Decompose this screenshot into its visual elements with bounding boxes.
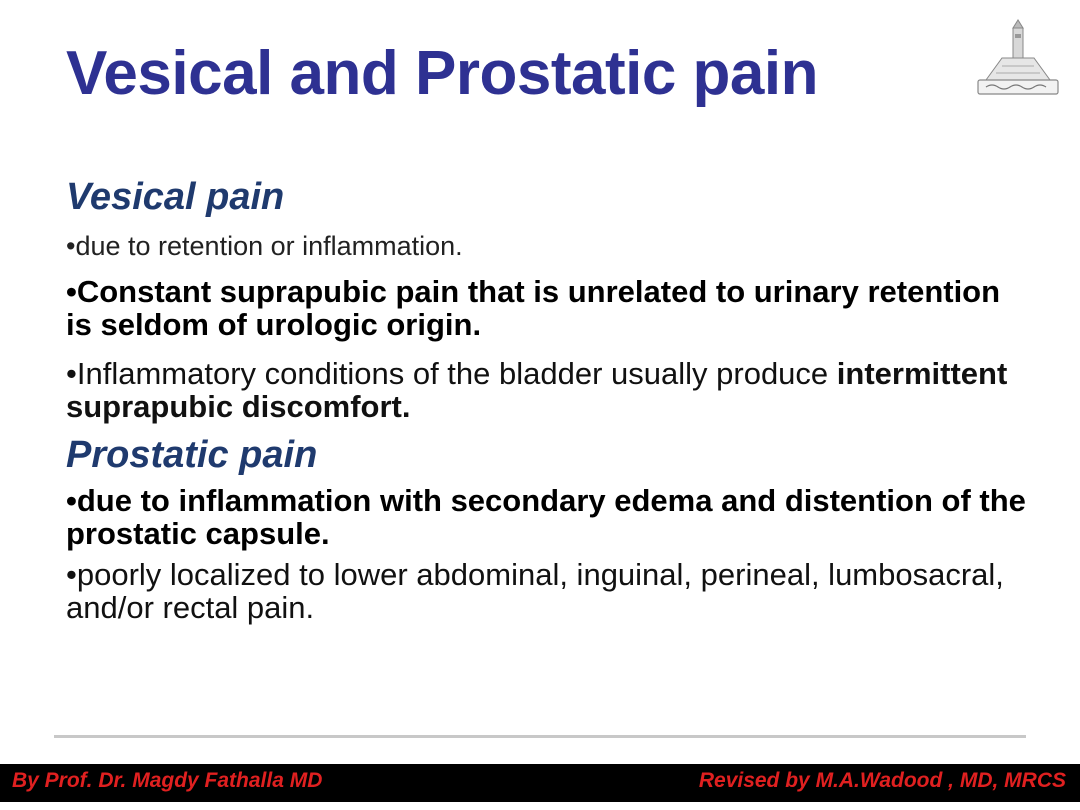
section-heading-vesical: Vesical pain	[66, 176, 285, 218]
slide-title: Vesical and Prostatic pain	[66, 39, 818, 108]
section-heading-prostatic: Prostatic pain	[66, 433, 318, 476]
bullet-vesical-2: •Constant suprapubic pain that is unrelated to urinary retention is seldom of urologic origin.	[66, 274, 1001, 343]
bullet-vesical-3	[66, 358, 1026, 424]
footer-bar	[0, 764, 1080, 802]
footer-author: By Prof. Dr. Magdy Fathalla MD	[12, 769, 323, 792]
slide-content	[66, 176, 1026, 631]
university-tower-logo-icon	[972, 18, 1064, 100]
bullet-vesical-1: •due to retention or inflammation.	[66, 230, 463, 261]
bullet-vesical-3-text: •Inflammatory conditions of the bladder usually produce	[66, 356, 837, 392]
footer-reviser: Revised by M.A.Wadood , MD, MRCS	[698, 769, 1066, 792]
bullet-prostatic-2: •poorly localized to lower abdominal, inguinal, perineal, lumbosacral, and/or rectal pain.	[66, 557, 1004, 625]
bullet-vesical-3-bold: intermittent suprapubic discomfort.	[66, 356, 1008, 424]
bullet-prostatic-1: •due to inflammation with secondary edema and distention of the prostatic capsule.	[66, 483, 1026, 552]
footer-divider	[54, 735, 1026, 738]
